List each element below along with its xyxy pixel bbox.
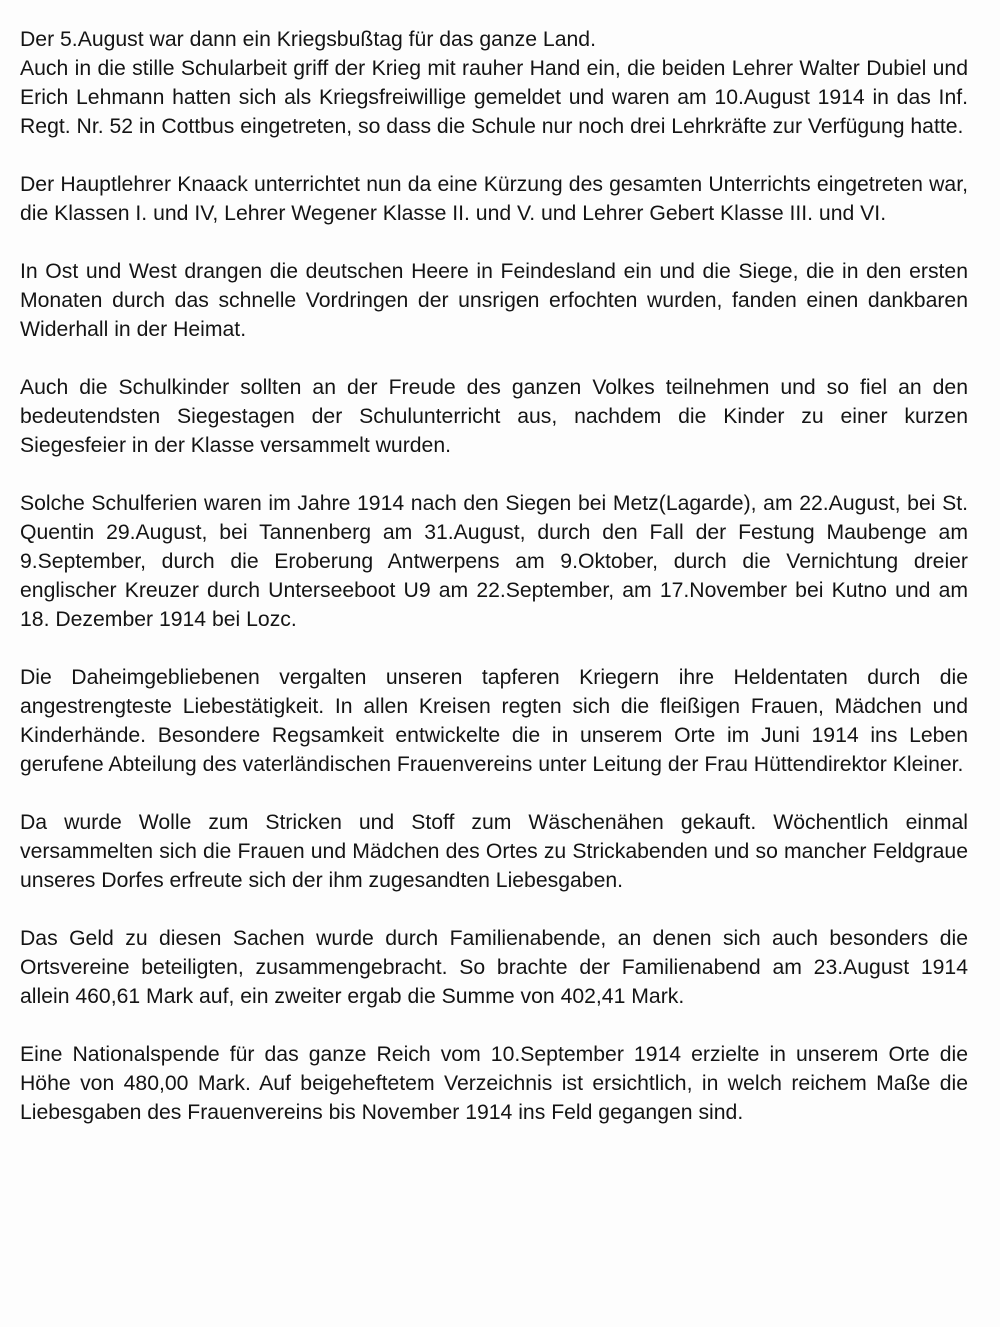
paragraph-6: Die Daheimgebliebenen vergalten unseren tapferen Kriegern ihre Heldentaten durch die angestrengteste Liebestätigkeit. In allen Kreisen regten sich die fleißigen Frauen, Mädchen und Kinderhände. Besondere Regsamkeit entwickelte die in unserem Orte im Juni 1914 ins Leben gerufene Abteilung des vaterländischen Frauenvereins unter Leitung der Frau Hüttendirektor Kleiner.	[20, 666, 968, 776]
paragraph-8: Das Geld zu diesen Sachen wurde durch Familienabende, an denen sich auch besonders die Ortsvereine beteiligten, zusammengebracht. So brachte der Familienabend am 23.August 1914 allein 460,61 Mark auf, ein zweiter ergab die Summe von 402,41 Mark.	[20, 927, 968, 1008]
paragraph-3: In Ost und West drangen die deutschen Heere in Feindesland ein und die Siege, die in den ersten Monaten durch das schnelle Vordringen der unsrigen erfochten wurden, fanden einen dankbaren Widerhall in der Heimat.	[20, 260, 968, 341]
paragraph-2: Der Hauptlehrer Knaack unterrichtet nun da eine Kürzung des gesamten Unterrichts eingetreten war, die Klassen I. und IV, Lehrer Wegener Klasse II. und V. und Lehrer Gebert Klasse III. und VI.	[20, 173, 968, 225]
document-body	[20, 25, 968, 1127]
paragraph-1-text: Auch in die stille Schularbeit griff der Krieg mit rauher Hand ein, die beiden Lehrer Walter Dubiel und Erich Lehmann hatten sich als Kriegsfreiwillige gemeldet und waren am 10.August 1914 in das Inf. Regt. Nr. 52 in Cottbus eingetreten, so dass die Schule nur noch drei Lehrkräfte zur Verfügung hatte.	[20, 57, 968, 138]
paragraph-9: Eine Nationalspende für das ganze Reich vom 10.September 1914 erzielte in unserem Orte die Höhe von 480,00 Mark. Auf beigeheftetem Verzeichnis ist ersichtlich, in welch reichem Maße die Liebesgaben des Frauenvereins bis November 1914 ins Feld gegangen sind.	[20, 1043, 968, 1124]
paragraph-1	[20, 25, 968, 141]
paragraph-1-first-line: Der 5.August war dann ein Kriegsbußtag für das ganze Land.	[20, 28, 596, 51]
paragraph-7: Da wurde Wolle zum Stricken und Stoff zum Wäschenähen gekauft. Wöchentlich einmal versammelten sich die Frauen und Mädchen des Ortes zu Strickabenden und so mancher Feldgraue unseres Dorfes erfreute sich der ihm zugesandten Liebesgaben.	[20, 811, 968, 892]
paragraph-4: Auch die Schulkinder sollten an der Freude des ganzen Volkes teilnehmen und so fiel an den bedeutendsten Siegestagen der Schulunterricht aus, nachdem die Kinder zu einer kurzen Siegesfeier in der Klasse versammelt wurden.	[20, 376, 968, 457]
paragraph-5: Solche Schulferien waren im Jahre 1914 nach den Siegen bei Metz(Lagarde), am 22.August, bei St. Quentin 29.August, bei Tannenberg am 31.August, durch den Fall der Festung Maubenge am 9.September, durch die Eroberung Antwerpens am 9.Oktober, durch die Vernichtung dreier englischer Kreuzer durch Unterseeboot U9 am 22.September, am 17.November bei Kutno und am 18. Dezember 1914 bei Lozc.	[20, 492, 968, 631]
